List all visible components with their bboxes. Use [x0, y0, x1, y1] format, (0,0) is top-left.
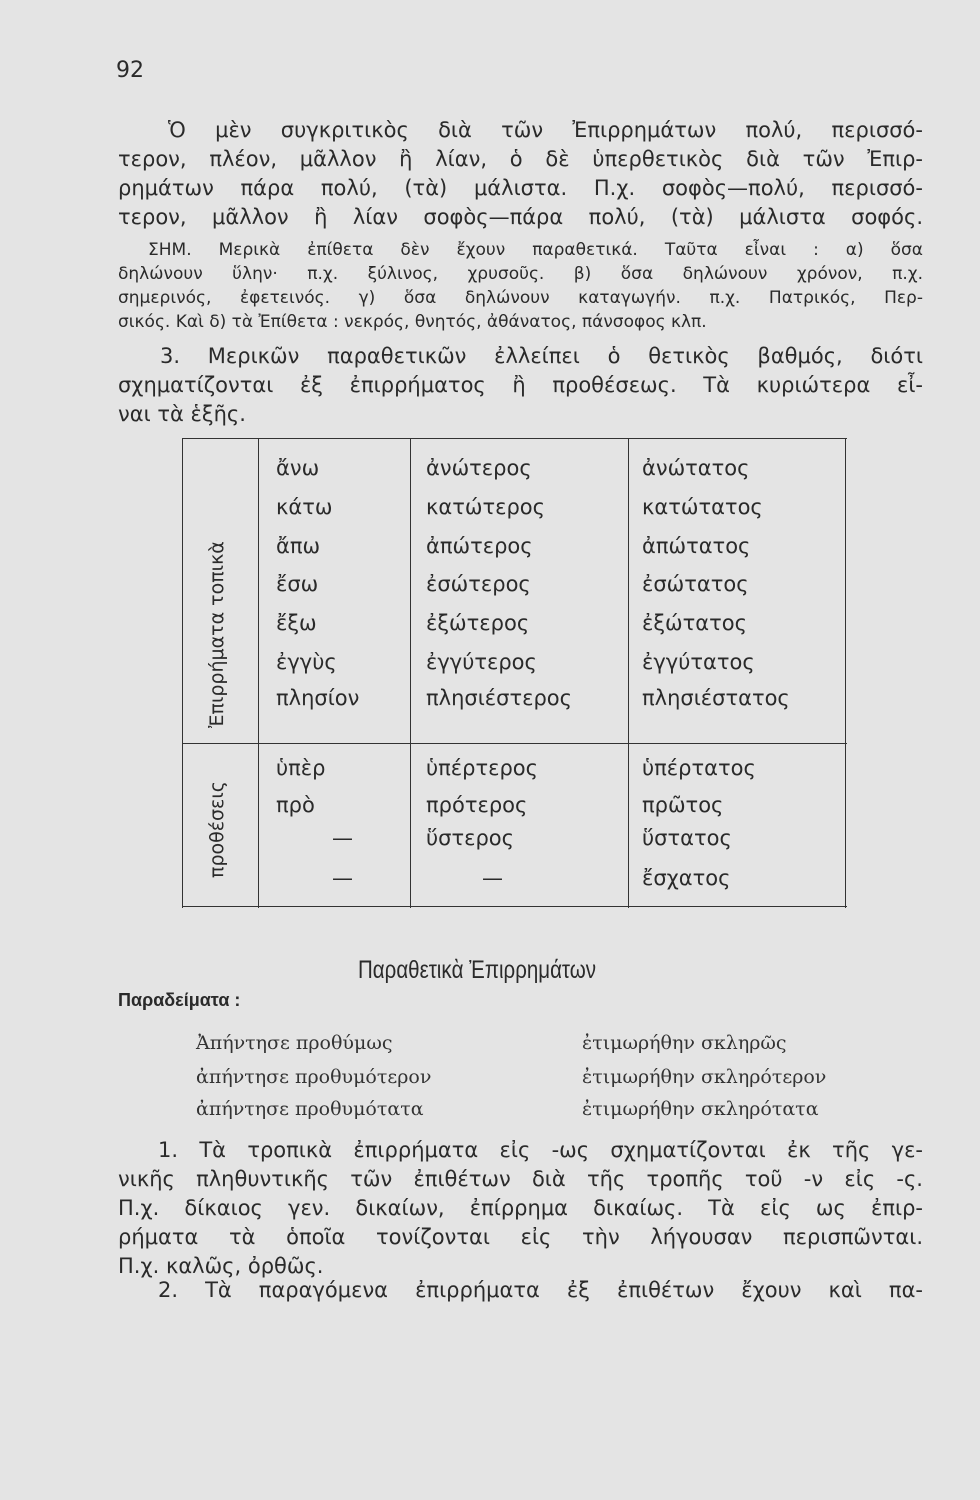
table-cell: ὕστερος — [426, 826, 514, 850]
text-line: τερον, μᾶλλον ἢ λίαν σοφὸς—πάρα πολύ, (τὰ) μάλιστα σοφός. — [118, 205, 923, 229]
group-label-adverbs: Ἐπιρρήματα τοπικὰ — [206, 541, 228, 728]
table-cell: ἐσώτερος — [426, 572, 531, 596]
table-cell: ἔσω — [276, 572, 319, 596]
table-divider — [182, 743, 847, 744]
table-cell: ἀπώτερος — [426, 534, 533, 558]
comparatives-table — [182, 438, 847, 908]
text-line: 3. Μερικῶν παραθετικῶν ἐλλείπει ὁ θετικὸς βαθμός, διότι — [160, 344, 923, 368]
table-cell: ἀνώτερος — [426, 456, 532, 480]
section-heading: Παραθετικὰ Ἐπιρρημάτων — [358, 956, 596, 984]
table-cell: πλησιέστατος — [642, 686, 790, 710]
text-line: νικῆς πληθυντικῆς τῶν ἐπιθέτων διὰ τῆς τροπῆς τοῦ -ν εἰς -ς. — [118, 1167, 923, 1191]
text-line: τερον, πλέον, μᾶλλον ἢ λίαν, ὁ δὲ ὑπερθετικὸς διὰ τῶν Ἐπιρ- — [118, 147, 923, 171]
table-divider — [410, 438, 411, 908]
table-cell: — — [482, 866, 503, 890]
table-divider — [628, 438, 629, 908]
table-border — [182, 906, 847, 907]
text-line: σημερινός, ἐφετεινός. γ) ὅσα δηλώνουν καταγωγήν. π.χ. Πατρικός, Περ- — [118, 288, 923, 308]
table-cell: ἀπώτατος — [642, 534, 751, 558]
text-line: σχηματίζονται ἐξ ἐπιρρήματος ἢ προθέσεως. Τὰ κυριώτερα εἶ- — [118, 373, 923, 397]
text-line: Π.χ. καλῶς, ὀρθῶς. — [118, 1254, 324, 1278]
text-line: δηλώνουν ὕλην· π.χ. ξύλινος, χρυσοῦς. β) ὅσα δηλώνουν χρόνον, π.χ. — [118, 264, 923, 284]
example-left: ἀπήντησε προθυμότερον — [196, 1066, 432, 1088]
intro-paragraph — [118, 116, 923, 232]
table-cell: ὑπέρτατος — [642, 756, 756, 780]
table-divider — [258, 438, 259, 908]
example-right: ἐτιμωρήθην σκληρῶς — [582, 1032, 787, 1054]
table-cell: πλησίον — [276, 686, 360, 710]
text-line: ΣΗΜ. Μερικὰ ἐπίθετα δὲν ἔχουν παραθετικά. Ταῦτα εἶναι : α) ὅσα — [148, 240, 923, 260]
table-cell: πρότερος — [426, 793, 528, 817]
table-cell: ἔξω — [276, 611, 317, 635]
table-cell: ἐσώτατος — [642, 572, 749, 596]
table-cell: ὑπὲρ — [276, 756, 326, 780]
examples-label: Παραδείματα : — [118, 990, 241, 1010]
group-label-prepositions: προθέσεις — [206, 781, 228, 878]
example-left: Ἀπήντησε προθύμως — [196, 1032, 393, 1054]
note-paragraph — [118, 238, 923, 334]
example-right: ἐτιμωρήθην σκληρότατα — [582, 1098, 819, 1120]
table-cell: πρῶτος — [642, 793, 724, 817]
table-cell: ἐγγὺς — [276, 650, 337, 674]
table-cell: — — [332, 826, 353, 850]
table-cell: ἐξώτατος — [642, 611, 747, 635]
text-line: Ὁ μὲν συγκριτικὸς διὰ τῶν Ἐπιρρημάτων πολύ, περισσό- — [168, 118, 923, 142]
table-cell: ἄνω — [276, 456, 320, 480]
table-cell: ὑπέρτερος — [426, 756, 538, 780]
rule-1-paragraph — [118, 1136, 923, 1281]
table-border — [845, 438, 846, 908]
text-line: ρημάτων πάρα πολύ, (τὰ) μάλιστα. Π.χ. σοφὸς—πολύ, περισσό- — [118, 176, 923, 200]
table-cell: κατώτερος — [426, 495, 545, 519]
example-left: ἀπήντησε προθυμότατα — [196, 1098, 424, 1120]
table-cell: πρὸ — [276, 793, 315, 817]
page-number: 92 — [116, 58, 144, 83]
table-cell: πλησιέστερος — [426, 686, 572, 710]
text-line: σικός. Καὶ δ) τὰ Ἐπίθετα : νεκρός, θνητός, ἀθάνατος, πάνσοφος κλπ. — [118, 312, 707, 332]
text-line: 2. Τὰ παραγόμενα ἐπιρρήματα ἐξ ἐπιθέτων ἔχουν καὶ πα- — [158, 1278, 923, 1302]
table-cell: ἔσχατος — [642, 866, 731, 890]
table-cell: ἐγγύτατος — [642, 650, 755, 674]
example-right: ἐτιμωρήθην σκληρότερον — [582, 1066, 827, 1088]
text-line: Π.χ. δίκαιος γεν. δικαίων, ἐπίρρημα δικαίως. Τὰ εἰς ως ἐπιρ- — [118, 1196, 923, 1220]
table-cell: ἐγγύτερος — [426, 650, 537, 674]
table-cell: ἄπω — [276, 534, 321, 558]
rule-2-paragraph — [118, 1276, 923, 1305]
text-line: ρήματα τὰ ὁποῖα τονίζονται εἰς τὴν λήγουσαν περισπῶνται. — [118, 1225, 923, 1249]
table-border — [182, 438, 847, 439]
table-cell: ἐξώτερος — [426, 611, 530, 635]
table-cell: ἀνώτατος — [642, 456, 750, 480]
table-cell: — — [332, 866, 353, 890]
text-line: ναι τὰ ἑξῆς. — [118, 402, 246, 426]
table-cell: κατώτατος — [642, 495, 763, 519]
section-3-paragraph — [118, 342, 923, 429]
table-border — [182, 438, 183, 908]
table-cell: κάτω — [276, 495, 333, 519]
text-line: 1. Τὰ τροπικὰ ἐπιρρήματα εἰς -ως σχηματίζονται ἐκ τῆς γε- — [158, 1138, 923, 1162]
table-cell: ὕστατος — [642, 826, 732, 850]
